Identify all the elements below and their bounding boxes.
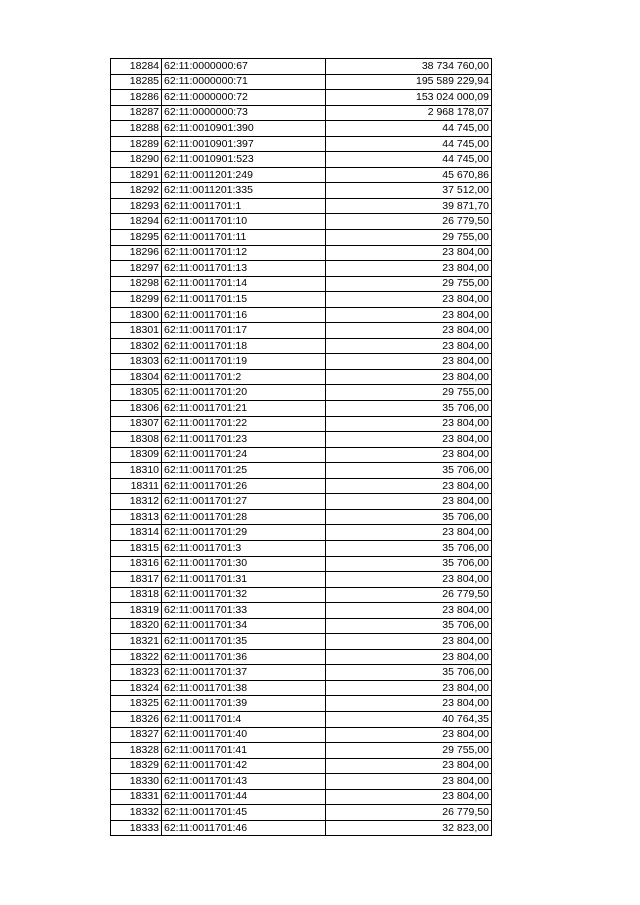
table-row bbox=[111, 307, 492, 323]
cadastral-number-cell: 62:11:0011701:2 bbox=[162, 369, 326, 385]
table-row bbox=[111, 90, 492, 106]
cadastral-number-cell: 62:11:0011701:44 bbox=[162, 789, 326, 805]
cadastral-value-cell: 23 804,00 bbox=[326, 432, 492, 448]
table-row bbox=[111, 634, 492, 650]
row-number-cell: 18306 bbox=[111, 401, 162, 417]
cadastral-number-cell: 62:11:0011701:27 bbox=[162, 494, 326, 510]
cadastral-value-cell: 23 804,00 bbox=[326, 478, 492, 494]
cadastral-value-cell: 23 804,00 bbox=[326, 525, 492, 541]
cadastral-value-cell: 35 706,00 bbox=[326, 618, 492, 634]
cadastral-value-cell: 195 589 229,94 bbox=[326, 74, 492, 90]
cadastral-value-cell: 45 670,86 bbox=[326, 167, 492, 183]
table-row bbox=[111, 214, 492, 230]
row-number-cell: 18310 bbox=[111, 463, 162, 479]
cadastral-value-cell: 35 706,00 bbox=[326, 509, 492, 525]
cadastral-number-cell: 62:11:0011701:23 bbox=[162, 432, 326, 448]
cadastral-number-cell: 62:11:0000000:71 bbox=[162, 74, 326, 90]
row-number-cell: 18286 bbox=[111, 90, 162, 106]
row-number-cell: 18318 bbox=[111, 587, 162, 603]
table-row bbox=[111, 556, 492, 572]
cadastral-number-cell: 62:11:0011701:26 bbox=[162, 478, 326, 494]
table-row bbox=[111, 758, 492, 774]
table-row bbox=[111, 338, 492, 354]
table-row bbox=[111, 743, 492, 759]
cadastral-value-cell: 23 804,00 bbox=[326, 696, 492, 712]
row-number-cell: 18300 bbox=[111, 307, 162, 323]
row-number-cell: 18312 bbox=[111, 494, 162, 510]
row-number-cell: 18330 bbox=[111, 774, 162, 790]
table-row bbox=[111, 618, 492, 634]
row-number-cell: 18314 bbox=[111, 525, 162, 541]
table-body bbox=[111, 59, 492, 836]
row-number-cell: 18307 bbox=[111, 416, 162, 432]
table-row bbox=[111, 680, 492, 696]
cadastral-number-cell: 62:11:0011701:10 bbox=[162, 214, 326, 230]
row-number-cell: 18309 bbox=[111, 447, 162, 463]
cadastral-value-cell: 23 804,00 bbox=[326, 447, 492, 463]
cadastral-value-cell: 23 804,00 bbox=[326, 354, 492, 370]
row-number-cell: 18326 bbox=[111, 711, 162, 727]
row-number-cell: 18323 bbox=[111, 665, 162, 681]
cadastral-number-cell: 62:11:0011701:3 bbox=[162, 540, 326, 556]
cadastral-number-cell: 62:11:0010901:397 bbox=[162, 136, 326, 152]
row-number-cell: 18295 bbox=[111, 230, 162, 246]
table-row bbox=[111, 369, 492, 385]
cadastral-value-cell: 23 804,00 bbox=[326, 338, 492, 354]
cadastral-number-cell: 62:11:0011701:22 bbox=[162, 416, 326, 432]
cadastral-number-cell: 62:11:0011701:41 bbox=[162, 743, 326, 759]
cadastral-number-cell: 62:11:0011701:1 bbox=[162, 198, 326, 214]
table-row bbox=[111, 323, 492, 339]
cadastral-value-cell: 23 804,00 bbox=[326, 649, 492, 665]
table-row bbox=[111, 525, 492, 541]
cadastral-value-cell: 2 968 178,07 bbox=[326, 105, 492, 121]
cadastral-number-cell: 62:11:0011701:25 bbox=[162, 463, 326, 479]
cadastral-number-cell: 62:11:0000000:73 bbox=[162, 105, 326, 121]
table-row bbox=[111, 230, 492, 246]
row-number-cell: 18285 bbox=[111, 74, 162, 90]
cadastral-value-table bbox=[110, 58, 492, 836]
table-row bbox=[111, 432, 492, 448]
cadastral-value-cell: 23 804,00 bbox=[326, 603, 492, 619]
table-row bbox=[111, 587, 492, 603]
table-row bbox=[111, 649, 492, 665]
table-row bbox=[111, 727, 492, 743]
cadastral-number-cell: 62:11:0011701:29 bbox=[162, 525, 326, 541]
cadastral-number-cell: 62:11:0011201:249 bbox=[162, 167, 326, 183]
row-number-cell: 18332 bbox=[111, 805, 162, 821]
table-row bbox=[111, 74, 492, 90]
cadastral-number-cell: 62:11:0011701:15 bbox=[162, 292, 326, 308]
row-number-cell: 18308 bbox=[111, 432, 162, 448]
cadastral-value-cell: 29 755,00 bbox=[326, 230, 492, 246]
cadastral-value-cell: 29 755,00 bbox=[326, 276, 492, 292]
row-number-cell: 18316 bbox=[111, 556, 162, 572]
cadastral-value-cell: 23 804,00 bbox=[326, 245, 492, 261]
row-number-cell: 18305 bbox=[111, 385, 162, 401]
cadastral-value-cell: 37 512,00 bbox=[326, 183, 492, 199]
cadastral-number-cell: 62:11:0000000:72 bbox=[162, 90, 326, 106]
cadastral-number-cell: 62:11:0011701:32 bbox=[162, 587, 326, 603]
row-number-cell: 18333 bbox=[111, 820, 162, 836]
cadastral-value-cell: 23 804,00 bbox=[326, 416, 492, 432]
cadastral-value-cell: 29 755,00 bbox=[326, 743, 492, 759]
row-number-cell: 18284 bbox=[111, 59, 162, 75]
cadastral-number-cell: 62:11:0011701:21 bbox=[162, 401, 326, 417]
cadastral-value-cell: 40 764,35 bbox=[326, 711, 492, 727]
row-number-cell: 18302 bbox=[111, 338, 162, 354]
table-row bbox=[111, 540, 492, 556]
row-number-cell: 18293 bbox=[111, 198, 162, 214]
cadastral-number-cell: 62:11:0011701:13 bbox=[162, 261, 326, 277]
cadastral-value-cell: 44 745,00 bbox=[326, 152, 492, 168]
table-row bbox=[111, 121, 492, 137]
row-number-cell: 18303 bbox=[111, 354, 162, 370]
cadastral-number-cell: 62:11:0011701:30 bbox=[162, 556, 326, 572]
cadastral-number-cell: 62:11:0011701:11 bbox=[162, 230, 326, 246]
cadastral-value-cell: 23 804,00 bbox=[326, 292, 492, 308]
cadastral-value-cell: 35 706,00 bbox=[326, 463, 492, 479]
cadastral-value-cell: 29 755,00 bbox=[326, 385, 492, 401]
cadastral-number-cell: 62:11:0011701:20 bbox=[162, 385, 326, 401]
row-number-cell: 18294 bbox=[111, 214, 162, 230]
cadastral-number-cell: 62:11:0011701:39 bbox=[162, 696, 326, 712]
cadastral-number-cell: 62:11:0011701:46 bbox=[162, 820, 326, 836]
row-number-cell: 18288 bbox=[111, 121, 162, 137]
cadastral-value-cell: 23 804,00 bbox=[326, 307, 492, 323]
cadastral-value-cell: 38 734 760,00 bbox=[326, 59, 492, 75]
row-number-cell: 18291 bbox=[111, 167, 162, 183]
cadastral-number-cell: 62:11:0000000:67 bbox=[162, 59, 326, 75]
table-row bbox=[111, 820, 492, 836]
cadastral-number-cell: 62:11:0011701:28 bbox=[162, 509, 326, 525]
table-row bbox=[111, 463, 492, 479]
cadastral-value-cell: 23 804,00 bbox=[326, 494, 492, 510]
cadastral-value-cell: 23 804,00 bbox=[326, 323, 492, 339]
cadastral-number-cell: 62:11:0011701:12 bbox=[162, 245, 326, 261]
row-number-cell: 18327 bbox=[111, 727, 162, 743]
table-row bbox=[111, 572, 492, 588]
cadastral-number-cell: 62:11:0011701:14 bbox=[162, 276, 326, 292]
table-row bbox=[111, 401, 492, 417]
row-number-cell: 18313 bbox=[111, 509, 162, 525]
cadastral-number-cell: 62:11:0011701:16 bbox=[162, 307, 326, 323]
table-row bbox=[111, 805, 492, 821]
table-row bbox=[111, 167, 492, 183]
cadastral-value-cell: 153 024 000,09 bbox=[326, 90, 492, 106]
table-row bbox=[111, 183, 492, 199]
cadastral-number-cell: 62:11:0011701:35 bbox=[162, 634, 326, 650]
cadastral-value-cell: 26 779,50 bbox=[326, 214, 492, 230]
cadastral-value-cell: 35 706,00 bbox=[326, 540, 492, 556]
table-row bbox=[111, 603, 492, 619]
row-number-cell: 18322 bbox=[111, 649, 162, 665]
table-row bbox=[111, 198, 492, 214]
table-row bbox=[111, 136, 492, 152]
table-row bbox=[111, 447, 492, 463]
table-row bbox=[111, 509, 492, 525]
cadastral-value-cell: 23 804,00 bbox=[326, 727, 492, 743]
table-row bbox=[111, 105, 492, 121]
row-number-cell: 18304 bbox=[111, 369, 162, 385]
cadastral-value-cell: 39 871,70 bbox=[326, 198, 492, 214]
cadastral-number-cell: 62:11:0011701:4 bbox=[162, 711, 326, 727]
table-row bbox=[111, 354, 492, 370]
table-row bbox=[111, 416, 492, 432]
table-row bbox=[111, 711, 492, 727]
cadastral-value-cell: 32 823,00 bbox=[326, 820, 492, 836]
cadastral-value-cell: 23 804,00 bbox=[326, 774, 492, 790]
table-row bbox=[111, 665, 492, 681]
cadastral-number-cell: 62:11:0011701:45 bbox=[162, 805, 326, 821]
cadastral-number-cell: 62:11:0010901:523 bbox=[162, 152, 326, 168]
row-number-cell: 18292 bbox=[111, 183, 162, 199]
cadastral-value-cell: 35 706,00 bbox=[326, 665, 492, 681]
cadastral-number-cell: 62:11:0010901:390 bbox=[162, 121, 326, 137]
table-row bbox=[111, 478, 492, 494]
cadastral-number-cell: 62:11:0011701:18 bbox=[162, 338, 326, 354]
row-number-cell: 18317 bbox=[111, 572, 162, 588]
row-number-cell: 18290 bbox=[111, 152, 162, 168]
table-row bbox=[111, 59, 492, 75]
cadastral-value-cell: 23 804,00 bbox=[326, 680, 492, 696]
row-number-cell: 18321 bbox=[111, 634, 162, 650]
cadastral-value-cell: 23 804,00 bbox=[326, 261, 492, 277]
table-row bbox=[111, 494, 492, 510]
row-number-cell: 18331 bbox=[111, 789, 162, 805]
cadastral-number-cell: 62:11:0011701:37 bbox=[162, 665, 326, 681]
table-row bbox=[111, 261, 492, 277]
cadastral-number-cell: 62:11:0011701:24 bbox=[162, 447, 326, 463]
cadastral-number-cell: 62:11:0011701:40 bbox=[162, 727, 326, 743]
cadastral-number-cell: 62:11:0011701:38 bbox=[162, 680, 326, 696]
cadastral-value-cell: 35 706,00 bbox=[326, 556, 492, 572]
cadastral-number-cell: 62:11:0011701:33 bbox=[162, 603, 326, 619]
cadastral-value-cell: 44 745,00 bbox=[326, 121, 492, 137]
cadastral-value-cell: 23 804,00 bbox=[326, 789, 492, 805]
table-row bbox=[111, 245, 492, 261]
table-row bbox=[111, 774, 492, 790]
row-number-cell: 18328 bbox=[111, 743, 162, 759]
cadastral-value-cell: 35 706,00 bbox=[326, 401, 492, 417]
table-row bbox=[111, 292, 492, 308]
cadastral-number-cell: 62:11:0011701:36 bbox=[162, 649, 326, 665]
table-row bbox=[111, 789, 492, 805]
cadastral-value-cell: 23 804,00 bbox=[326, 758, 492, 774]
cadastral-number-cell: 62:11:0011701:34 bbox=[162, 618, 326, 634]
cadastral-number-cell: 62:11:0011701:19 bbox=[162, 354, 326, 370]
row-number-cell: 18301 bbox=[111, 323, 162, 339]
row-number-cell: 18297 bbox=[111, 261, 162, 277]
row-number-cell: 18311 bbox=[111, 478, 162, 494]
row-number-cell: 18325 bbox=[111, 696, 162, 712]
cadastral-value-cell: 23 804,00 bbox=[326, 369, 492, 385]
row-number-cell: 18299 bbox=[111, 292, 162, 308]
cadastral-number-cell: 62:11:0011701:42 bbox=[162, 758, 326, 774]
row-number-cell: 18296 bbox=[111, 245, 162, 261]
row-number-cell: 18287 bbox=[111, 105, 162, 121]
table-row bbox=[111, 385, 492, 401]
cadastral-number-cell: 62:11:0011701:43 bbox=[162, 774, 326, 790]
cadastral-number-cell: 62:11:0011701:31 bbox=[162, 572, 326, 588]
row-number-cell: 18289 bbox=[111, 136, 162, 152]
row-number-cell: 18319 bbox=[111, 603, 162, 619]
cadastral-number-cell: 62:11:0011701:17 bbox=[162, 323, 326, 339]
table-row bbox=[111, 152, 492, 168]
cadastral-value-cell: 23 804,00 bbox=[326, 572, 492, 588]
row-number-cell: 18324 bbox=[111, 680, 162, 696]
table-row bbox=[111, 696, 492, 712]
row-number-cell: 18320 bbox=[111, 618, 162, 634]
row-number-cell: 18298 bbox=[111, 276, 162, 292]
cadastral-value-cell: 23 804,00 bbox=[326, 634, 492, 650]
table-row bbox=[111, 276, 492, 292]
cadastral-value-cell: 44 745,00 bbox=[326, 136, 492, 152]
row-number-cell: 18315 bbox=[111, 540, 162, 556]
row-number-cell: 18329 bbox=[111, 758, 162, 774]
cadastral-number-cell: 62:11:0011201:335 bbox=[162, 183, 326, 199]
cadastral-value-cell: 26 779,50 bbox=[326, 805, 492, 821]
cadastral-value-cell: 26 779,50 bbox=[326, 587, 492, 603]
